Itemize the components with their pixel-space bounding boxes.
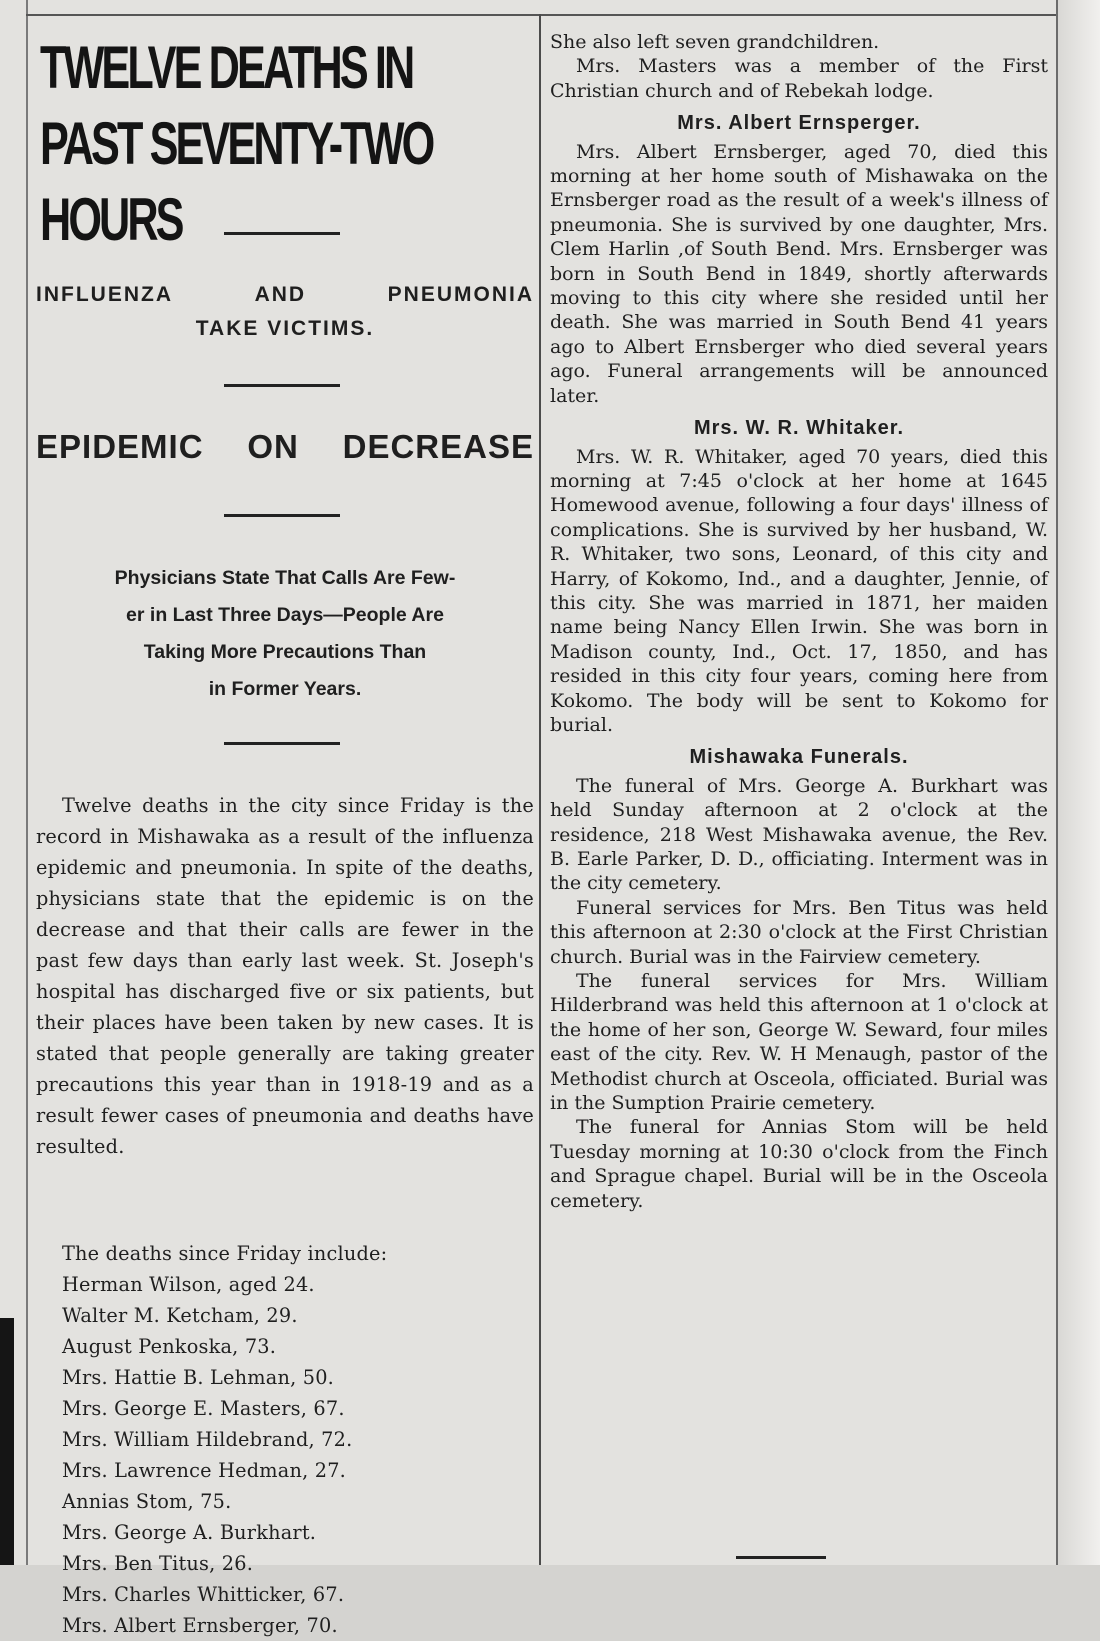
headline-line-2: PAST SEVENTY-TWO HOURS (40, 110, 433, 253)
section-heading-ernsperger: Mrs. Albert Ernsperger. (677, 112, 921, 135)
death-entry: Mrs. Ben Titus, 26. (62, 1552, 254, 1575)
subhead-line: Taking More Precautions Than (143, 641, 427, 663)
death-entry: Walter M. Ketcham, 29. (62, 1304, 298, 1327)
headline-line-1: TWELVE DEATHS IN (40, 34, 413, 101)
bottom-rule (736, 1556, 826, 1559)
subhead-epidemic (36, 428, 534, 466)
subhead-word: EPIDEMIC (36, 428, 204, 465)
continued-line: She also left seven grandchildren. (550, 31, 880, 53)
subhead-word: PNEUMONIA (387, 283, 534, 306)
page-edge (1058, 0, 1100, 1565)
section-paragraph: The funeral for Annias Stom will be held Tuesday morning at 10:30 o'clock from the Finch and Sprague chapel. Burial will be in the Osceola cemetery. (550, 1116, 1048, 1212)
section-paragraph: Mrs. Albert Ernsberger, aged 70, died this morning at her home south of Mishawaka on the Ernsberger road as the result of a week's illness of pneumonia. She is survived by one daughter, Mrs. Clem Harlin ,of South Bend. Mrs. Ernsberger was born in South Bend in 1849, shortly afterwards moving to this city where she resided until her death. She was married in South Bend 41 years ago to Albert Ernsberger who died several years ago. Funeral arrangements will be announced later. (550, 140, 1048, 407)
subhead-line: er in Last Three Days—People Are (126, 604, 444, 626)
separator-dash (224, 514, 340, 517)
subhead-influenza (36, 278, 534, 346)
section-heading-whitaker: Mrs. W. R. Whitaker. (693, 417, 905, 440)
deaths-list (36, 1238, 534, 1641)
death-entry: Mrs. Hattie B. Lehman, 50. (62, 1366, 335, 1389)
section-paragraph: The funeral of Mrs. George A. Burkhart was held Sunday afternoon at 2 o'clock at the residence, 218 West Mishawaka avenue, the Rev. B. Earle Parker, D. D., officiating. Interment was in the city cemetery. (550, 774, 1048, 895)
section-paragraph: The funeral services for Mrs. William Hilderbrand was held this afternoon at 1 o'clock at the home of her son, George W. Seward, four miles east of the city. Rev. W. H Menaugh, pastor of the Methodist church at Osceola, officiated. Burial was in the Sumption Prairie cemetery. (550, 970, 1048, 1115)
death-entry: August Penkoska, 73. (62, 1335, 277, 1358)
death-entry: Mrs. Lawrence Hedman, 27. (62, 1459, 346, 1482)
section-paragraph: Funeral services for Mrs. Ben Titus was held this afternoon at 2:30 o'clock at the First Christian church. Burial was in the Fairview cemetery. (550, 896, 1048, 968)
death-entry: Mrs. Albert Ernsberger, 70. (62, 1614, 338, 1637)
death-entry: Herman Wilson, aged 24. (62, 1273, 315, 1296)
column-rule (539, 14, 541, 1565)
subhead-word: INFLUENZA (36, 283, 173, 306)
section-paragraph: Mrs. W. R. Whitaker, aged 70 years, died this morning at 7:45 o'clock at her home at 1645 Homewood avenue, following a four days' illness of complications. She is survived by her husband, W. R. Whitaker, two sons, Leonard, of this city and Harry, of Kokomo, Ind., and a daughter, Jennie, of this city. She was married in 1871, her maiden name being Nancy Ellen Irwin. She was born in Madison county, Ind., Oct. 17, 1850, and has resided in this city four years, coming here from Kokomo. The body will be sent to Kokomo for burial. (550, 445, 1048, 736)
subhead-line-2: TAKE VICTIMS. (195, 317, 375, 340)
death-entry: Mrs. William Hildebrand, 72. (62, 1428, 353, 1451)
death-entry: Annias Stom, 75. (62, 1490, 232, 1513)
headline (40, 30, 530, 258)
left-border-rule (26, 0, 28, 1565)
article-paragraph: Twelve deaths in the city since Friday is the record in Mishawaka as a result of the influenza epidemic and pneumonia. In spite of the deaths, physicians state that the epidemic is on the decrease and that their calls are fewer in the past few days than early last week. St. Joseph's hospital has discharged five or six patients, but their places have been taken by new cases. It is stated that people generally are taking greater precautions this year than in 1918-19 and as a result fewer cases of pneumonia and deaths have resulted. (36, 794, 534, 1158)
subhead-physicians (36, 560, 534, 708)
death-entry: Mrs. George E. Masters, 67. (62, 1397, 345, 1420)
subhead-word: ON (247, 428, 299, 465)
article-body (36, 790, 534, 1162)
subhead-word: AND (254, 283, 307, 306)
death-entry: Mrs. Charles Whitticker, 67. (62, 1583, 345, 1606)
top-rule (26, 14, 1056, 16)
right-column-text (550, 30, 1048, 1213)
binding-edge (0, 1318, 14, 1565)
subhead-line: in Former Years. (208, 678, 362, 700)
section-heading-funerals: Mishawaka Funerals. (689, 746, 909, 769)
separator-dash (224, 742, 340, 745)
subhead-line: Physicians State That Calls Are Few- (114, 567, 456, 589)
separator-dash (224, 384, 340, 387)
subhead-word: DECREASE (342, 428, 534, 465)
deaths-intro: The deaths since Friday include: (62, 1242, 388, 1265)
separator-dash (224, 232, 340, 235)
death-entry: Mrs. George A. Burkhart. (62, 1521, 317, 1544)
continued-paragraph: Mrs. Masters was a member of the First Christian church and of Rebekah lodge. (550, 55, 1048, 102)
